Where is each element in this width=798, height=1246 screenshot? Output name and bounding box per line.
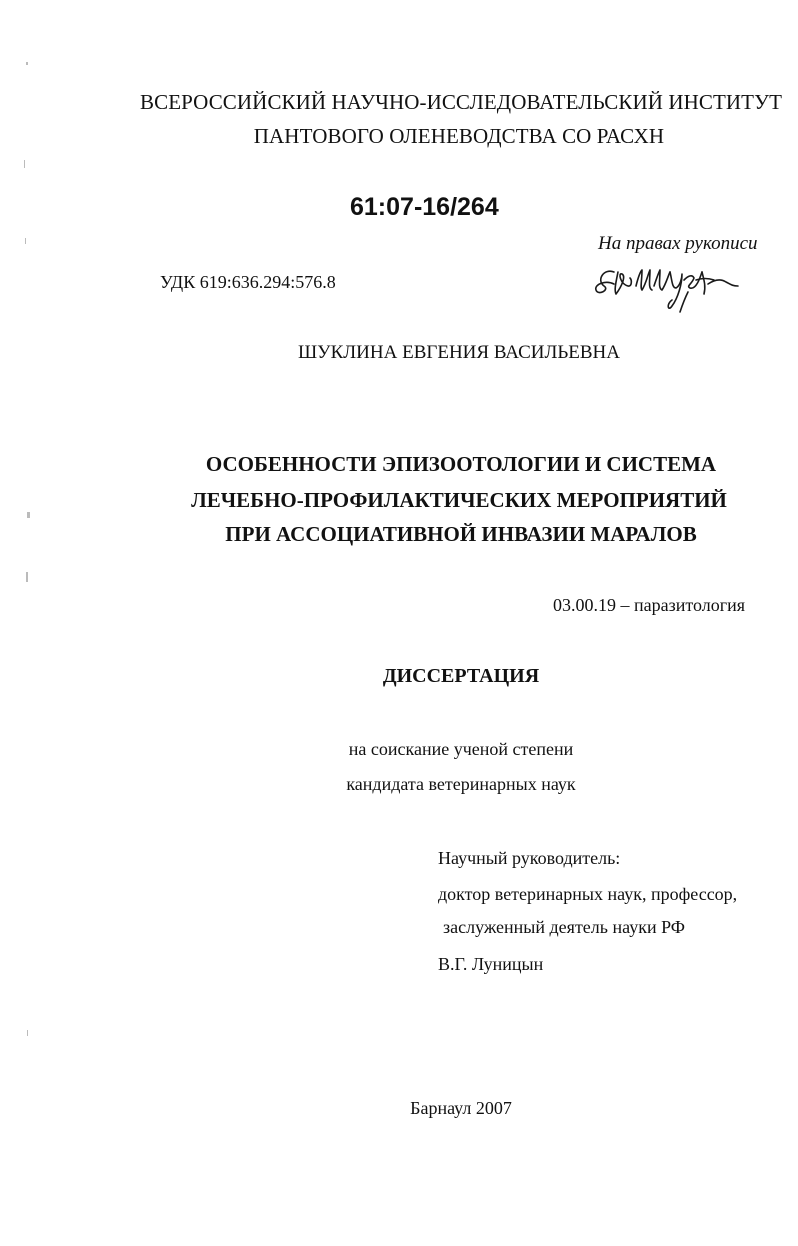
author-signature (592, 250, 742, 314)
supervisor-name: В.Г. Луницын (438, 954, 544, 974)
dissertation-title-line-3: ПРИ АССОЦИАТИВНОЙ ИНВАЗИИ МАРАЛОВ (225, 522, 697, 546)
rights-note: На правах рукописи (598, 233, 758, 254)
udk-code: УДК 619:636.294:576.8 (160, 272, 336, 292)
scan-mark (25, 238, 26, 244)
specialty-code: 03.00.19 – паразитология (553, 595, 746, 615)
scan-mark (24, 160, 25, 168)
institution-line-1: ВСЕРОССИЙСКИЙ НАУЧНО-ИССЛЕДОВАТЕЛЬСКИЙ ИНСТИТУТ (140, 90, 782, 114)
scan-mark (26, 62, 28, 65)
institution-line-2: ПАНТОВОГО ОЛЕНЕВОДСТВА СО РАСХН (253, 124, 665, 148)
city-year: Барнаул 2007 (410, 1098, 512, 1118)
scan-mark (27, 512, 30, 518)
degree-line-2: кандидата ветеринарных наук (346, 774, 576, 794)
supervisor-title: доктор ветеринарных наук, профессор, (438, 884, 738, 904)
degree-line-1: на соискание ученой степени (348, 739, 574, 759)
supervisor-label: Научный руководитель: (438, 848, 621, 868)
dissertation-title-line-1: ОСОБЕННОСТИ ЭПИЗООТОЛОГИИ И СИСТЕМА (205, 452, 717, 476)
dissertation-title-line-2: ЛЕЧЕБНО-ПРОФИЛАКТИЧЕСКИХ МЕРОПРИЯТИЙ (191, 488, 727, 512)
catalog-code: 61:07-16/264 (350, 193, 499, 221)
document-type: ДИССЕРТАЦИЯ (382, 665, 540, 687)
scan-mark (27, 1030, 28, 1036)
author-name: ШУКЛИНА ЕВГЕНИЯ ВАСИЛЬЕВНА (298, 342, 620, 363)
scan-mark (26, 572, 28, 582)
supervisor-honor: заслуженный деятель науки РФ (443, 917, 685, 937)
